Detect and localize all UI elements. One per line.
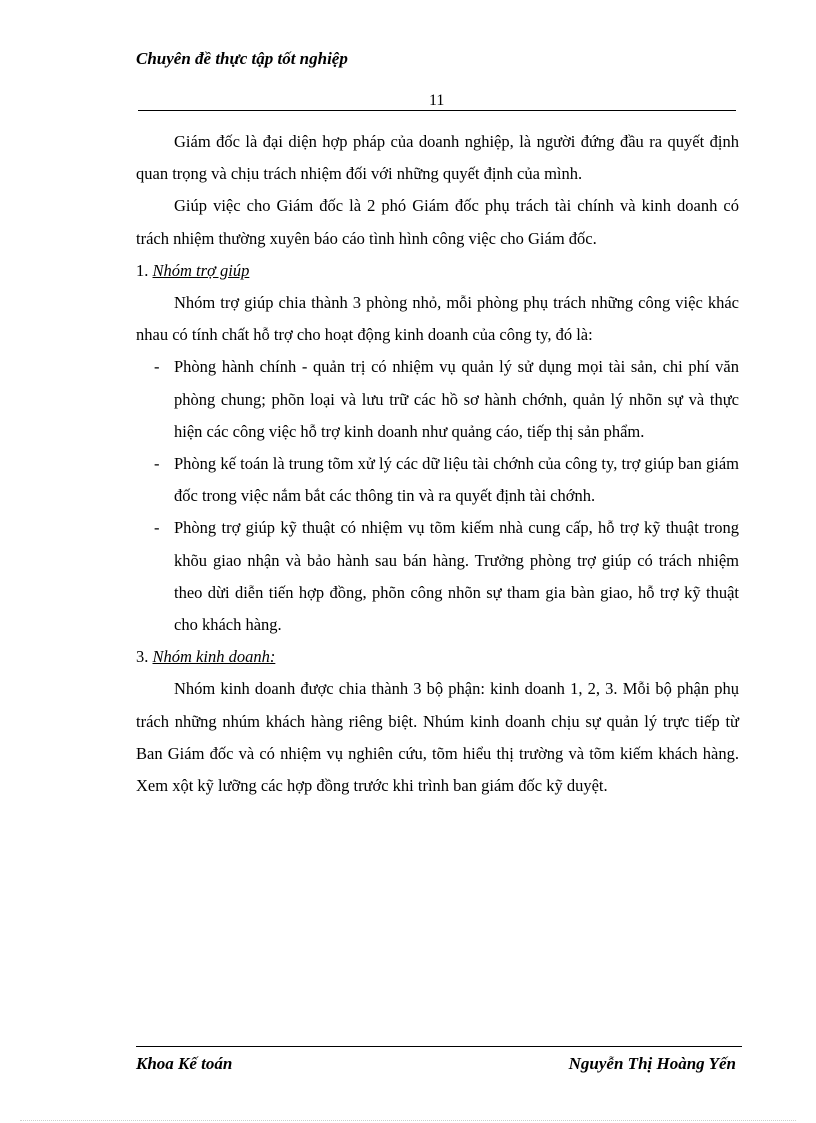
paragraph-business-group: Nhóm kinh doanh được chia thành 3 bộ phận: kinh doanh 1, 2, 3. Mỗi bộ phận phụ trách những nhúm khách hàng riêng biệt. Nhúm kinh doanh chịu sự quản lý trực tiếp từ Ban Giám đốc và có nhiệm vụ nghiên cứu, tõm hiểu thị trường và tõm kiếm khách hàng. Xem xột kỹ lưỡng các hợp đồng trước khi trình ban giám đốc kỹ duyệt.	[136, 679, 739, 796]
bullet-dash: -	[154, 454, 160, 474]
page-number: 11	[429, 92, 445, 109]
page-edge	[20, 1120, 796, 1121]
paragraph-director: Giám đốc là đại diện hợp pháp của doanh nghiệp, là người đứng đầu ra quyết định quan trọng và chịu trách nhiệm đối với những quyết định của mình.	[136, 132, 739, 184]
section-heading-business-group	[136, 641, 739, 673]
footer-divider	[136, 1046, 742, 1047]
list-item-text: Phòng hành chính - quản trị có nhiệm vụ quản lý sử dụng mọi tài sản, chi phí văn phòng chung; phõn loại và lưu trữ các hồ sơ hành chớnh, quản lý nhõn sự và thực hiện các công việc hỗ trợ kinh doanh như quảng cáo, tiếp thị sản phẩm.	[174, 357, 739, 441]
section-number: 1.	[136, 260, 149, 280]
bullet-dash: -	[154, 518, 160, 538]
paragraph-support-intro: Nhóm trợ giúp chia thành 3 phòng nhỏ, mỗi phòng phụ trách những công việc khác nhau có tính chất hỗ trợ cho hoạt động kinh doanh của công ty, đó là:	[136, 293, 739, 345]
section-title: Nhóm kinh doanh:	[152, 647, 276, 667]
document-body	[136, 126, 739, 802]
paragraph-deputy-directors: Giúp việc cho Giám đốc là 2 phó Giám đốc phụ trách tài chính và kinh doanh có trách nhiệm thường xuyên báo cáo tình hình công việc cho Giám đốc.	[136, 196, 739, 248]
list-item	[136, 351, 739, 448]
list-item-text: Phòng kế toán là trung tõm xử lý các dữ liệu tài chớnh của công ty, trợ giúp ban giám đốc trong việc nắm bắt các thông tin và ra quyết định tài chớnh.	[174, 454, 739, 506]
footer-department: Khoa Kế toán	[136, 1054, 233, 1073]
department-list	[136, 351, 739, 641]
section-title: Nhóm trợ giúp	[152, 260, 250, 280]
header-divider	[138, 110, 736, 111]
section-heading-support-group	[136, 255, 739, 287]
section-number: 3.	[136, 647, 149, 667]
list-item-text: Phòng trợ giúp kỹ thuật có nhiệm vụ tõm kiếm nhà cung cấp, hỗ trợ kỹ thuật trong khõu giao nhận và bảo hành sau bán hàng. Trưởng phòng trợ giúp có trách nhiệm theo dừi diễn tiến hợp đồng, phõn công nhõn sự tham gia bàn giao, hỗ trợ kỹ thuật cho khách hàng.	[174, 518, 739, 635]
footer-author: Nguyễn Thị Hoàng Yến	[568, 1054, 736, 1073]
list-item	[136, 512, 739, 641]
header-title: Chuyên đề thực tập tốt nghiệp	[136, 49, 348, 68]
bullet-dash: -	[154, 357, 160, 377]
list-item	[136, 448, 739, 512]
